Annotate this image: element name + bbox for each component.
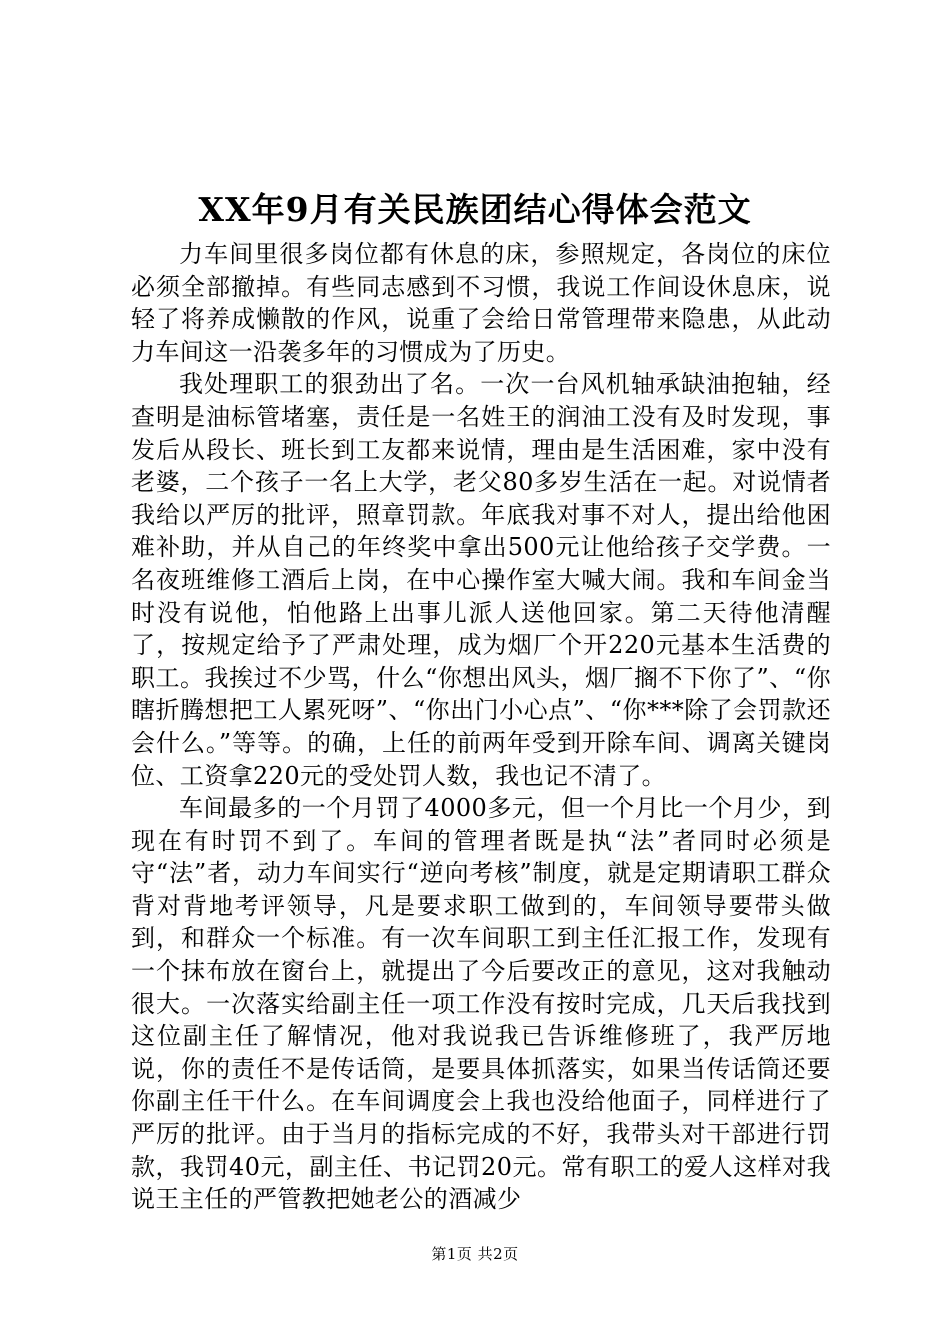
- document-body: [131, 238, 831, 1216]
- document-title: XX年9月有关民族团结心得体会范文: [198, 190, 752, 229]
- paragraph-1: 力车间里很多岗位都有休息的床，参照规定，各岗位的床位必须全部撤掉。有些同志感到不习惯，我说工作间设休息床，说轻了将养成懒散的作风，说重了会给日常管理带来隐患，从此动力车间这一沿袭多年的习惯成为了历史。: [131, 240, 831, 366]
- paragraph-2: 我处理职工的狠劲出了名。一次一台风机轴承缺油抱轴，经查明是油标管堵塞，责任是一名姓王的润油工没有及时发现，事发后从段长、班长到工友都来说情，理由是生活困难，家中没有老婆，二个孩子一名上大学，老父80多岁生活在一起。对说情者我给以严厉的批评，照章罚款。年底我对事不对人，提出给他困难补助，并从自己的年终奖中拿出500元让他给孩子交学费。一名夜班维修工酒后上岗，在中心操作室大喊大闹。我和车间金当时没有说他，怕他路上出事儿派人送他回家。第二天待他清醒了，按规定给予了严肃处理，成为烟厂个开220元基本生活费的职工。我挨过不少骂，什么“你想出风头，烟厂搁不下你了”、“你瞎折腾想把工人累死呀”、“你出门小心点”、“你***除了会罚款还会什么。”等等。的确，上任的前两年受到开除车间、调离关键岗位、工资拿220元的受处罚人数，我也记不清了。: [131, 370, 831, 790]
- paragraph-3: 车间最多的一个月罚了4000多元，但一个月比一个月少，到现在有时罚不到了。车间的管理者既是执“法”者同时必须是守“法”者，动力车间实行“逆向考核”制度，就是定期请职工群众背对背地考评领导，凡是要求职工做到的，车间领导要带头做到，和群众一个标准。有一次车间职工到主任汇报工作，发现有一个抹布放在窗台上，就提出了今后要改正的意见，这对我触动很大。一次落实给副主任一项工作没有按时完成，几天后我找到这位副主任了解情况，他对我说我已告诉维修班了，我严厉地说，你的责任不是传话筒，是要具体抓落实，如果当传话筒还要你副主任干什么。在车间调度会上我也没给他面子，同样进行了严厉的批评。由于当月的指标完成的不好，我带头对干部进行罚款，我罚40元，副主任、书记罚20元。常有职工的爱人这样对我说王主任的严管教把她老公的酒减少: [131, 794, 831, 1214]
- page-number-footer: 第1页 共2页: [431, 1245, 519, 1263]
